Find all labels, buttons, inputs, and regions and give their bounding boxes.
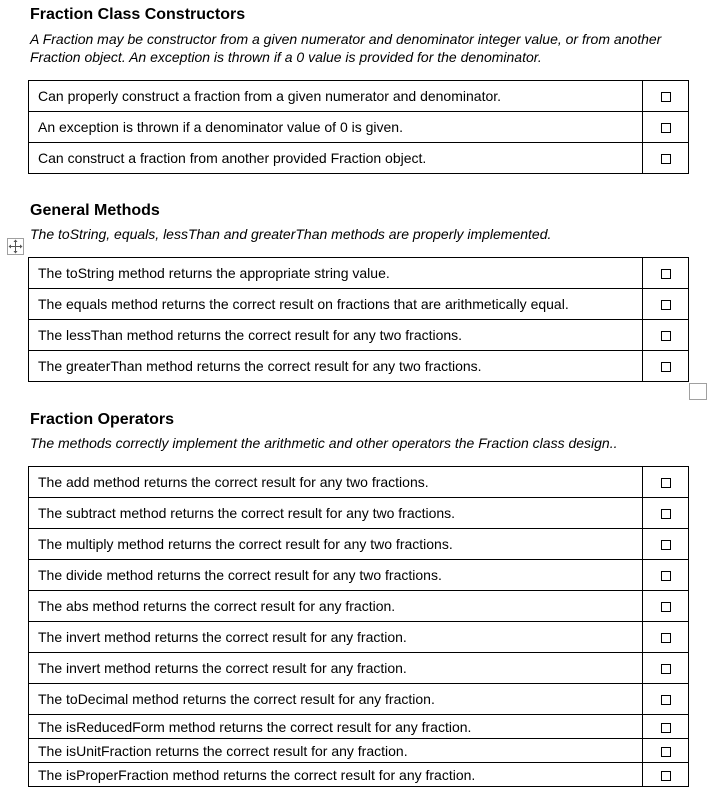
- checklist-item-text: The abs method returns the correct result for any fraction.: [29, 591, 643, 622]
- checklist-item-text: Can properly construct a fraction from a given numerator and denominator.: [29, 81, 643, 112]
- checklist-item-text: The invert method returns the correct result for any fraction.: [29, 622, 643, 653]
- checklist-row: [29, 498, 689, 529]
- checklist-row: [29, 684, 689, 715]
- checklist-row: [29, 622, 689, 653]
- checklist-row: [29, 258, 689, 289]
- checkbox[interactable]: [661, 478, 671, 488]
- section-description-general-methods: The toString, equals, lessThan and greaterThan methods are properly implemented.: [30, 226, 552, 242]
- checklist-row: [29, 320, 689, 351]
- checklist-row: [29, 529, 689, 560]
- checklist-item-text: The lessThan method returns the correct result for any two fractions.: [29, 320, 643, 351]
- checklist-item-text: The toDecimal method returns the correct result for any fraction.: [29, 684, 643, 715]
- checkbox[interactable]: [661, 92, 671, 102]
- section-title-constructors: Fraction Class Constructors: [30, 6, 246, 23]
- checklist-row: [29, 653, 689, 684]
- checklist-row: [29, 351, 689, 382]
- checklist-row: [29, 289, 689, 320]
- checklist-item-text: The equals method returns the correct result on fractions that are arithmetically equal.: [29, 289, 643, 320]
- checkbox[interactable]: [661, 695, 671, 705]
- checkbox[interactable]: [661, 602, 671, 612]
- checklist-item-text: The divide method returns the correct result for any two fractions.: [29, 560, 643, 591]
- checkbox[interactable]: [661, 331, 671, 341]
- checklist-item-text: The isProperFraction method returns the correct result for any fraction.: [29, 763, 643, 787]
- checklist-item-text: The greaterThan method returns the correct result for any two fractions.: [29, 351, 643, 382]
- checkbox[interactable]: [661, 664, 671, 674]
- checklist-item-text: Can construct a fraction from another provided Fraction object.: [29, 143, 643, 174]
- checklist-row: [29, 112, 689, 143]
- section-description-operators: The methods correctly implement the arithmetic and other operators the Fraction class design..: [30, 435, 618, 451]
- checklist-item-text: An exception is thrown if a denominator value of 0 is given.: [29, 112, 643, 143]
- section-title-general-methods: General Methods: [30, 202, 160, 219]
- checklist-item-text: The isUnitFraction returns the correct result for any fraction.: [29, 739, 643, 763]
- checkbox[interactable]: [661, 300, 671, 310]
- table-move-handle[interactable]: [7, 238, 24, 255]
- checkbox[interactable]: [661, 723, 671, 733]
- checklist-row: [29, 739, 689, 763]
- section-description-constructors: A Fraction may be constructor from a given numerator and denominator integer value, or from another Fraction object. An exception is thrown if a 0 value is provided for the denominator.: [30, 31, 662, 65]
- checkbox[interactable]: [661, 123, 671, 133]
- checklist-row: [29, 81, 689, 112]
- checklist-table-constructors: [28, 80, 689, 174]
- checkbox[interactable]: [661, 771, 671, 781]
- section-title-operators: Fraction Operators: [30, 411, 175, 428]
- table-resize-handle[interactable]: [689, 383, 707, 400]
- checkbox[interactable]: [661, 509, 671, 519]
- checklist-row: [29, 715, 689, 739]
- checkbox[interactable]: [661, 540, 671, 550]
- checklist-item-text: The invert method returns the correct result for any fraction.: [29, 653, 643, 684]
- checkbox[interactable]: [661, 571, 671, 581]
- checklist-item-text: The toString method returns the appropriate string value.: [29, 258, 643, 289]
- checklist-table-general-methods: [28, 257, 689, 382]
- checkbox[interactable]: [661, 154, 671, 164]
- checkbox[interactable]: [661, 269, 671, 279]
- checklist-row: [29, 763, 689, 787]
- checklist-row: [29, 560, 689, 591]
- checklist-item-text: The subtract method returns the correct result for any two fractions.: [29, 498, 643, 529]
- checkbox[interactable]: [661, 633, 671, 643]
- checkbox[interactable]: [661, 362, 671, 372]
- checklist-row: [29, 467, 689, 498]
- checklist-row: [29, 143, 689, 174]
- checklist-table-operators: [28, 466, 689, 787]
- checklist-item-text: The add method returns the correct result for any two fractions.: [29, 467, 643, 498]
- checklist-item-text: The isReducedForm method returns the correct result for any fraction.: [29, 715, 643, 739]
- checklist-row: [29, 591, 689, 622]
- checklist-item-text: The multiply method returns the correct result for any two fractions.: [29, 529, 643, 560]
- move-arrows-icon: [8, 239, 23, 254]
- checkbox[interactable]: [661, 747, 671, 757]
